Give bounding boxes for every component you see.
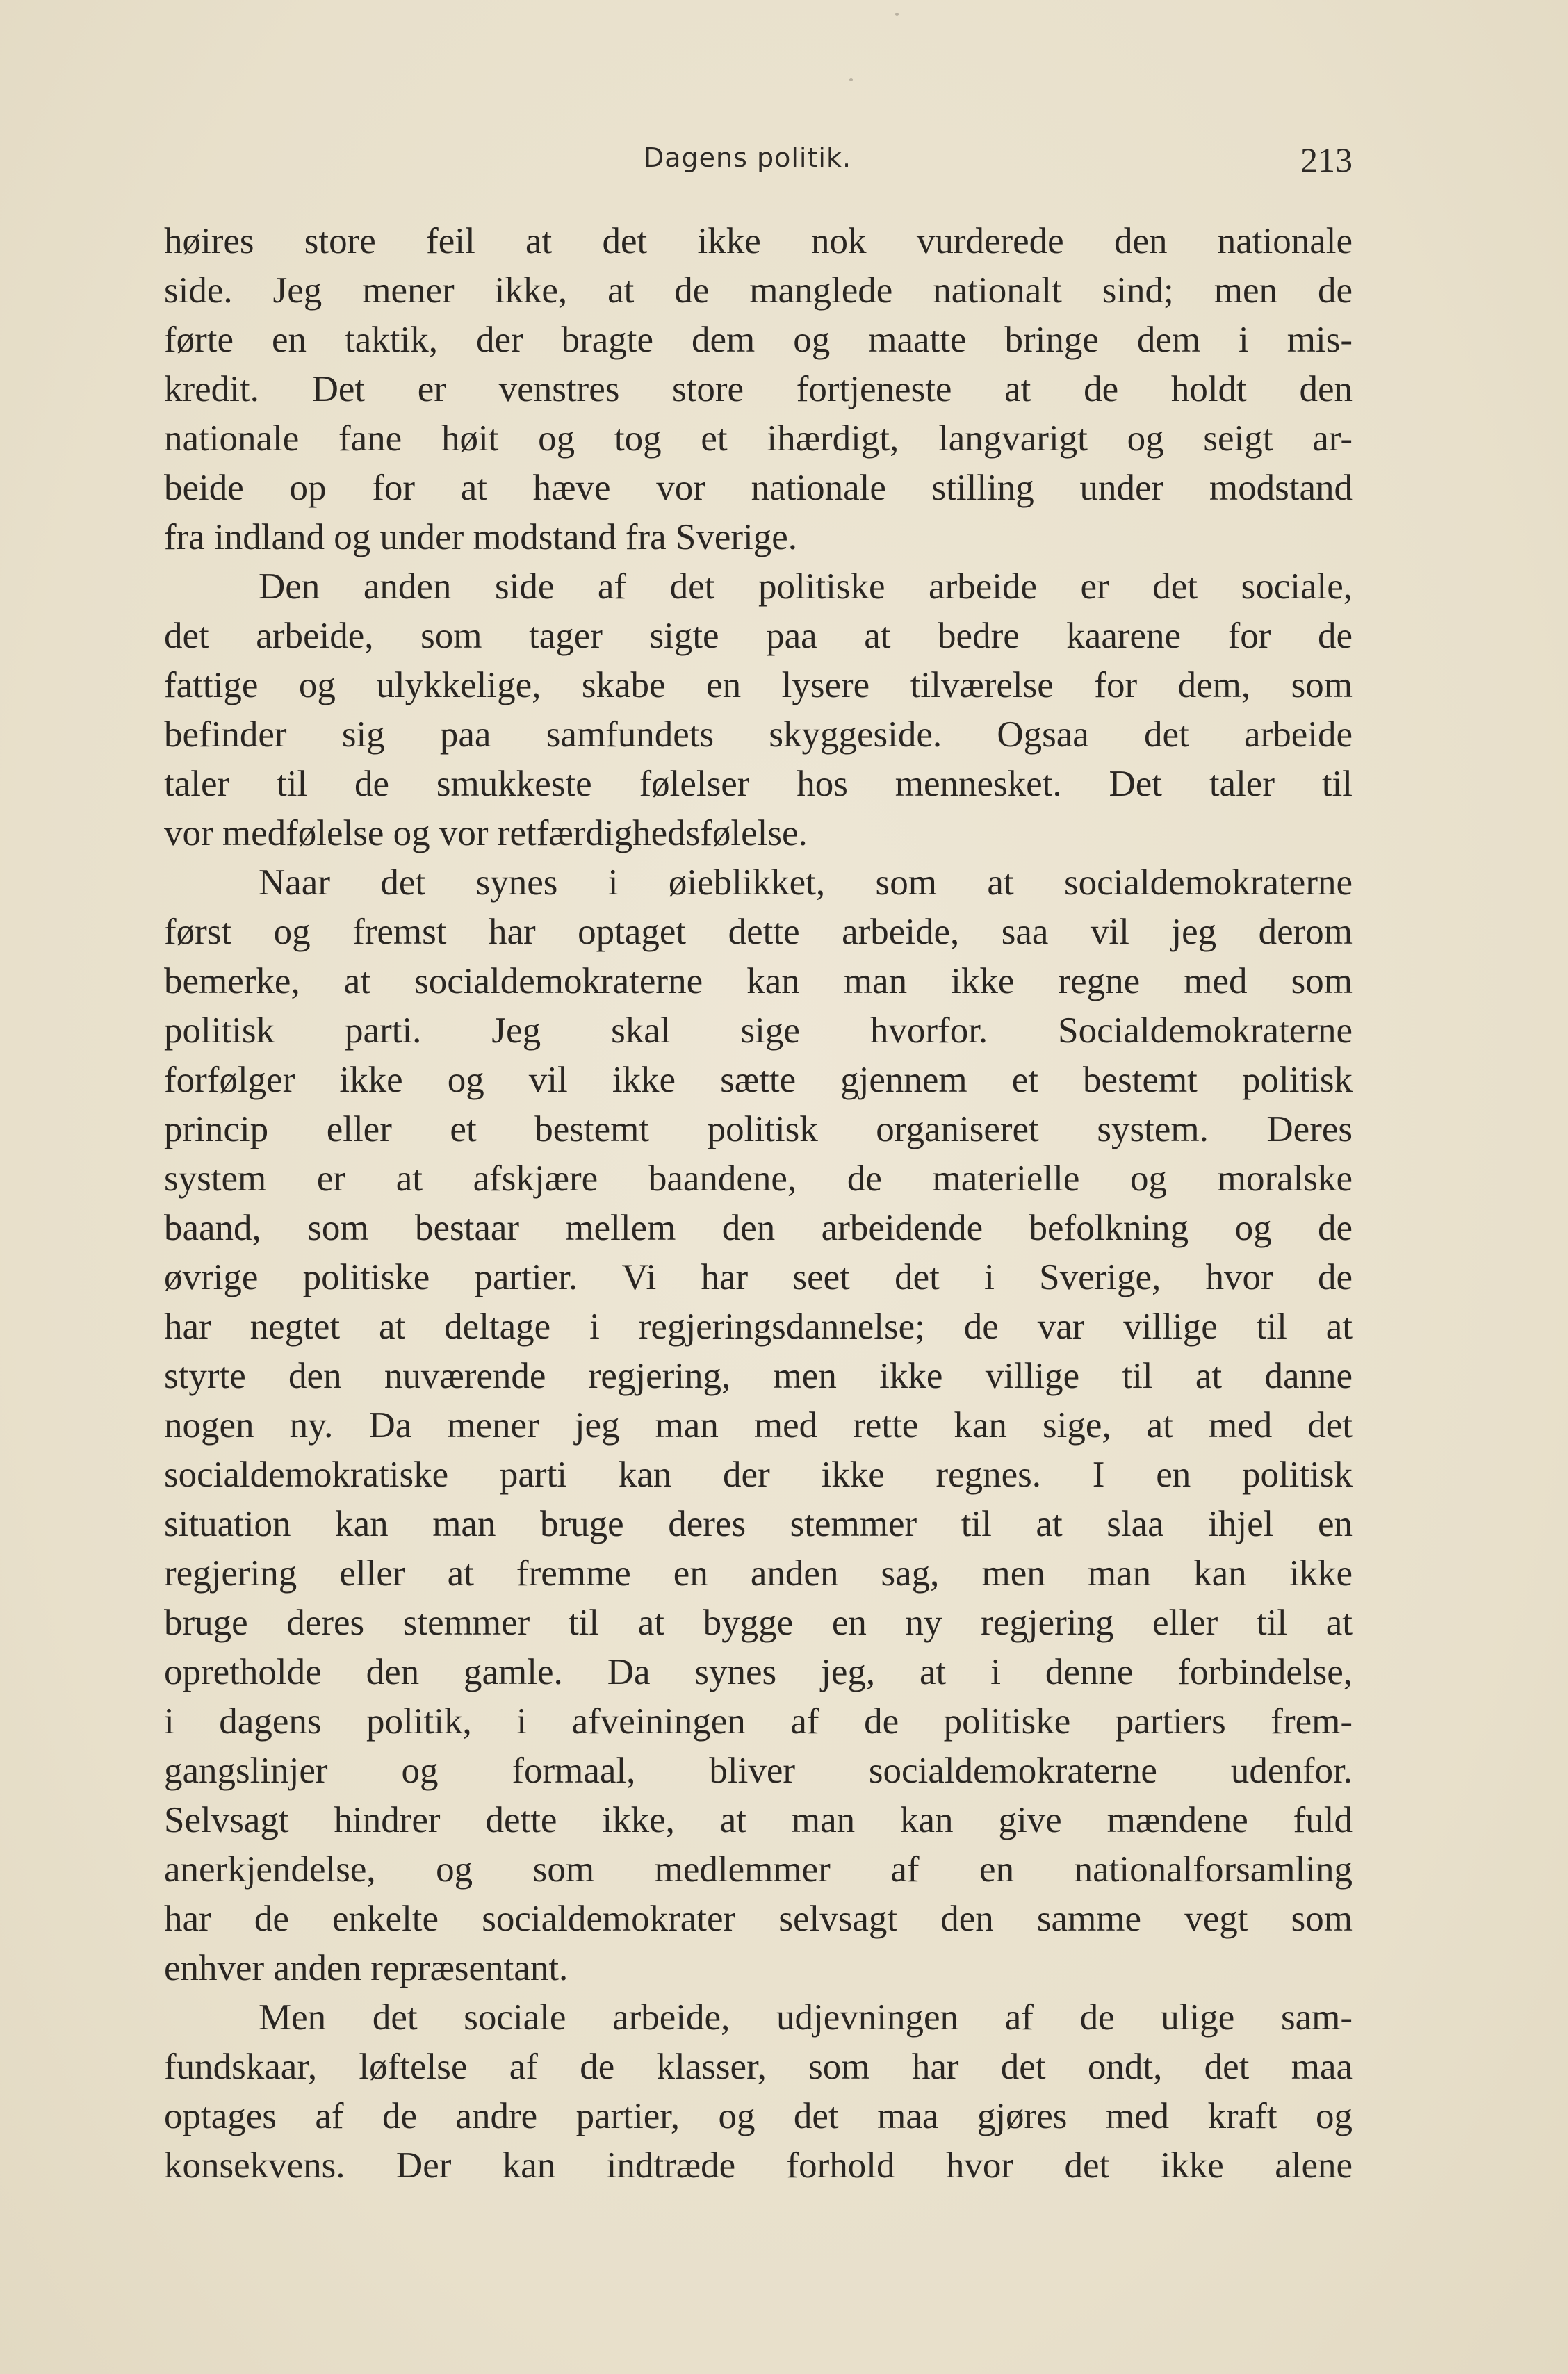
text-line: optages af de andre partier, og det maa gjøres med kraft og [164,2096,1353,2136]
text-line: vor medfølelse og vor retfærdighedsfølelse. [164,813,808,853]
text-line: fra indland og under modstand fra Sverige. [164,517,798,557]
text-line: system er at afskjære baandene, de materielle og moralske [164,1159,1353,1199]
text-line: kredit. Det er venstres store fortjeneste at de holdt den [164,369,1353,409]
page-header [164,142,1353,184]
body-text [164,217,1353,2191]
text-line: Men det sociale arbeide, udjevningen af de ulige sam- [259,1997,1353,2038]
text-line: det arbeide, som tager sigte paa at bedre kaarene for de [164,616,1353,656]
text-line: har negtet at deltage i regjeringsdannelse; de var villige til at [164,1307,1353,1347]
text-line: styrte den nuværende regjering, men ikke villige til at danne [164,1356,1353,1396]
text-line: side. Jeg mener ikke, at de manglede nationalt sind; men de [164,270,1353,311]
text-line: har de enkelte socialdemokrater selvsagt den samme vegt som [164,1899,1353,1939]
text-line: Selvsagt hindrer dette ikke, at man kan give mændene fuld [164,1800,1353,1840]
text-line: princip eller et bestemt politisk organiseret system. Deres [164,1109,1353,1149]
text-line: forfølger ikke og vil ikke sætte gjennem et bestemt politisk [164,1060,1353,1100]
paper-speck [895,13,899,16]
text-line: gangslinjer og formaal, bliver socialdemokraterne udenfor. [164,1751,1353,1791]
text-line: bemerke, at socialdemokraterne kan man ikke regne med som [164,961,1353,1001]
text-line: øvrige politiske partier. Vi har seet det i Sverige, hvor de [164,1257,1353,1297]
text-line: nogen ny. Da mener jeg man med rette kan sige, at med det [164,1405,1353,1446]
text-line: befinder sig paa samfundets skyggeside. Ogsaa det arbeide [164,714,1353,755]
text-line: socialdemokratiske parti kan der ikke regnes. I en politisk [164,1455,1353,1495]
text-line: opretholde den gamle. Da synes jeg, at i denne forbindelse, [164,1652,1353,1692]
text-line: situation kan man bruge deres stemmer til at slaa ihjel en [164,1504,1353,1544]
text-line: nationale fane høit og tog et ihærdigt, langvarigt og seigt ar- [164,418,1353,459]
text-line: førte en taktik, der bragte dem og maatte bringe dem i mis- [164,320,1353,360]
paper-speck [849,78,853,81]
text-line: høires store feil at det ikke nok vurderede den nationale [164,221,1353,261]
text-line: først og fremst har optaget dette arbeide, saa vil jeg derom [164,912,1353,952]
text-line: baand, som bestaar mellem den arbeidende befolkning og de [164,1208,1353,1248]
text-line: konsekvens. Der kan indtræde forhold hvor det ikke alene [164,2145,1353,2186]
text-line: taler til de smukkeste følelser hos mennesket. Det taler til [164,764,1353,804]
page-number: 213 [1300,140,1353,179]
text-line: Den anden side af det politiske arbeide er det sociale, [259,566,1353,607]
text-line: fattige og ulykkelige, skabe en lysere tilværelse for dem, som [164,665,1353,705]
text-line: beide op for at hæve vor nationale stilling under modstand [164,468,1353,508]
text-line: Naar det synes i øieblikket, som at socialdemokraterne [259,862,1353,903]
text-line: fundskaar, løftelse af de klasser, som har det ondt, det maa [164,2047,1353,2087]
text-line: bruge deres stemmer til at bygge en ny regjering eller til at [164,1603,1353,1643]
text-line: politisk parti. Jeg skal sige hvorfor. Socialdemokraterne [164,1010,1353,1051]
text-line: i dagens politik, i afveiningen af de politiske partiers frem- [164,1701,1353,1742]
text-line: regjering eller at fremme en anden sag, men man kan ikke [164,1553,1353,1594]
running-head: Dagens politik. [644,142,852,173]
text-line: enhver anden repræsentant. [164,1948,569,1988]
text-line: anerkjendelse, og som medlemmer af en nationalforsamling [164,1849,1353,1890]
